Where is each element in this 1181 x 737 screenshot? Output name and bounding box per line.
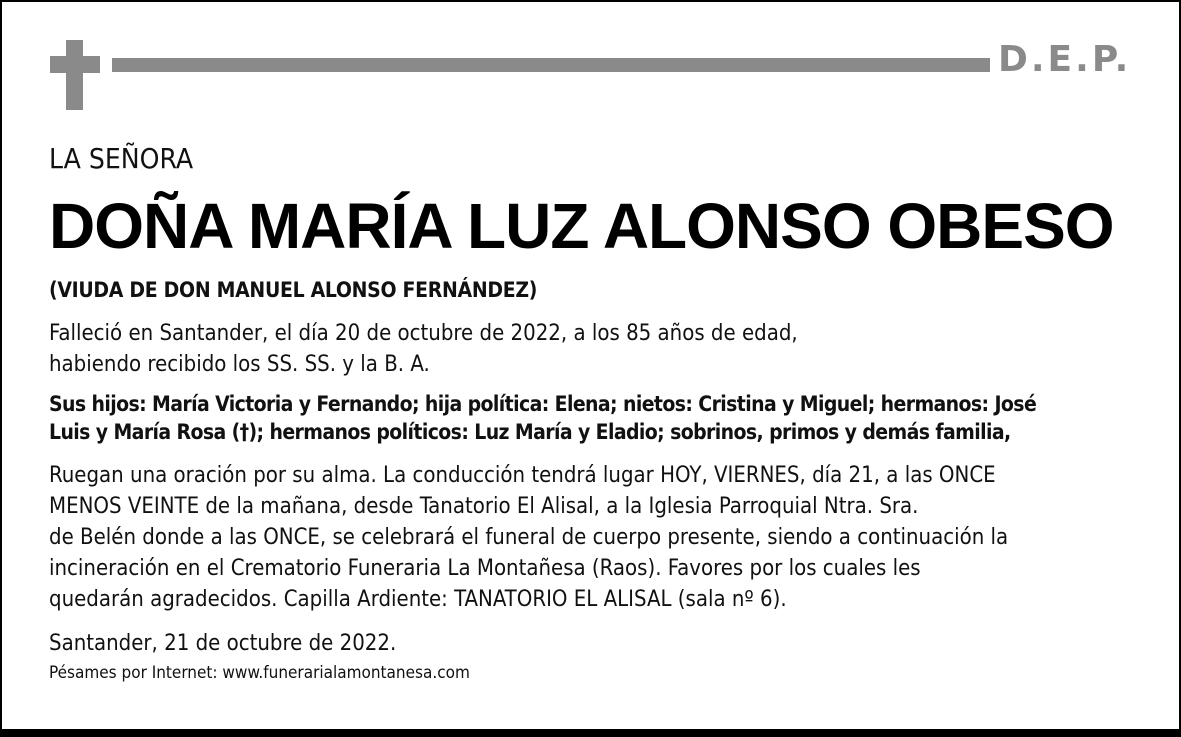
cross-icon — [66, 40, 83, 110]
dep-label: D.E.P. — [998, 39, 1132, 80]
cross-icon-bar — [50, 56, 100, 73]
family-line: Luis y María Rosa (†); hermanos políticos: Luz María y Eladio; sobrinos, primos y demás familia, — [49, 420, 1011, 444]
widow-subtitle: (VIUDA DE DON MANUEL ALONSO FERNÁNDEZ) — [49, 278, 538, 302]
title-label: LA SEÑORA — [49, 142, 194, 175]
ceremony-line: Ruegan una oración por su alma. La conducción tendrá lugar HOY, VIERNES, día 21, a las ONCE — [49, 463, 996, 488]
ceremony-line: quedarán agradecidos. Capilla Ardiente: TANATORIO EL ALISAL (sala nº 6). — [49, 587, 787, 612]
ceremony-details — [49, 460, 1008, 615]
death-line: habiendo recibido los SS. SS. y la B. A. — [49, 352, 430, 377]
ceremony-line: MENOS VEINTE de la mañana, desde Tanatorio El Alisal, a la Iglesia Parroquial Ntra. Sra. — [49, 494, 919, 519]
condolences-url: Pésames por Internet: www.funerarialamontanesa.com — [49, 663, 470, 683]
death-line: Falleció en Santander, el día 20 de octubre de 2022, a los 85 años de edad, — [49, 321, 798, 346]
deceased-name: DOÑA MARÍA LUZ ALONSO OBESO — [49, 190, 1114, 262]
ceremony-line: de Belén donde a las ONCE, se celebrará el funeral de cuerpo presente, siendo a continuación la — [49, 525, 1009, 550]
death-notice — [49, 318, 798, 380]
family-line: Sus hijos: María Victoria y Fernando; hija política: Elena; nietos: Cristina y Miguel; hermanos: José — [49, 392, 1037, 416]
place-date: Santander, 21 de octubre de 2022. — [49, 631, 397, 656]
header-rule — [112, 58, 990, 72]
family-list — [49, 390, 1036, 446]
ceremony-line: incineración en el Crematorio Funeraria La Montañesa (Raos). Favores por los cuales les — [49, 556, 921, 581]
